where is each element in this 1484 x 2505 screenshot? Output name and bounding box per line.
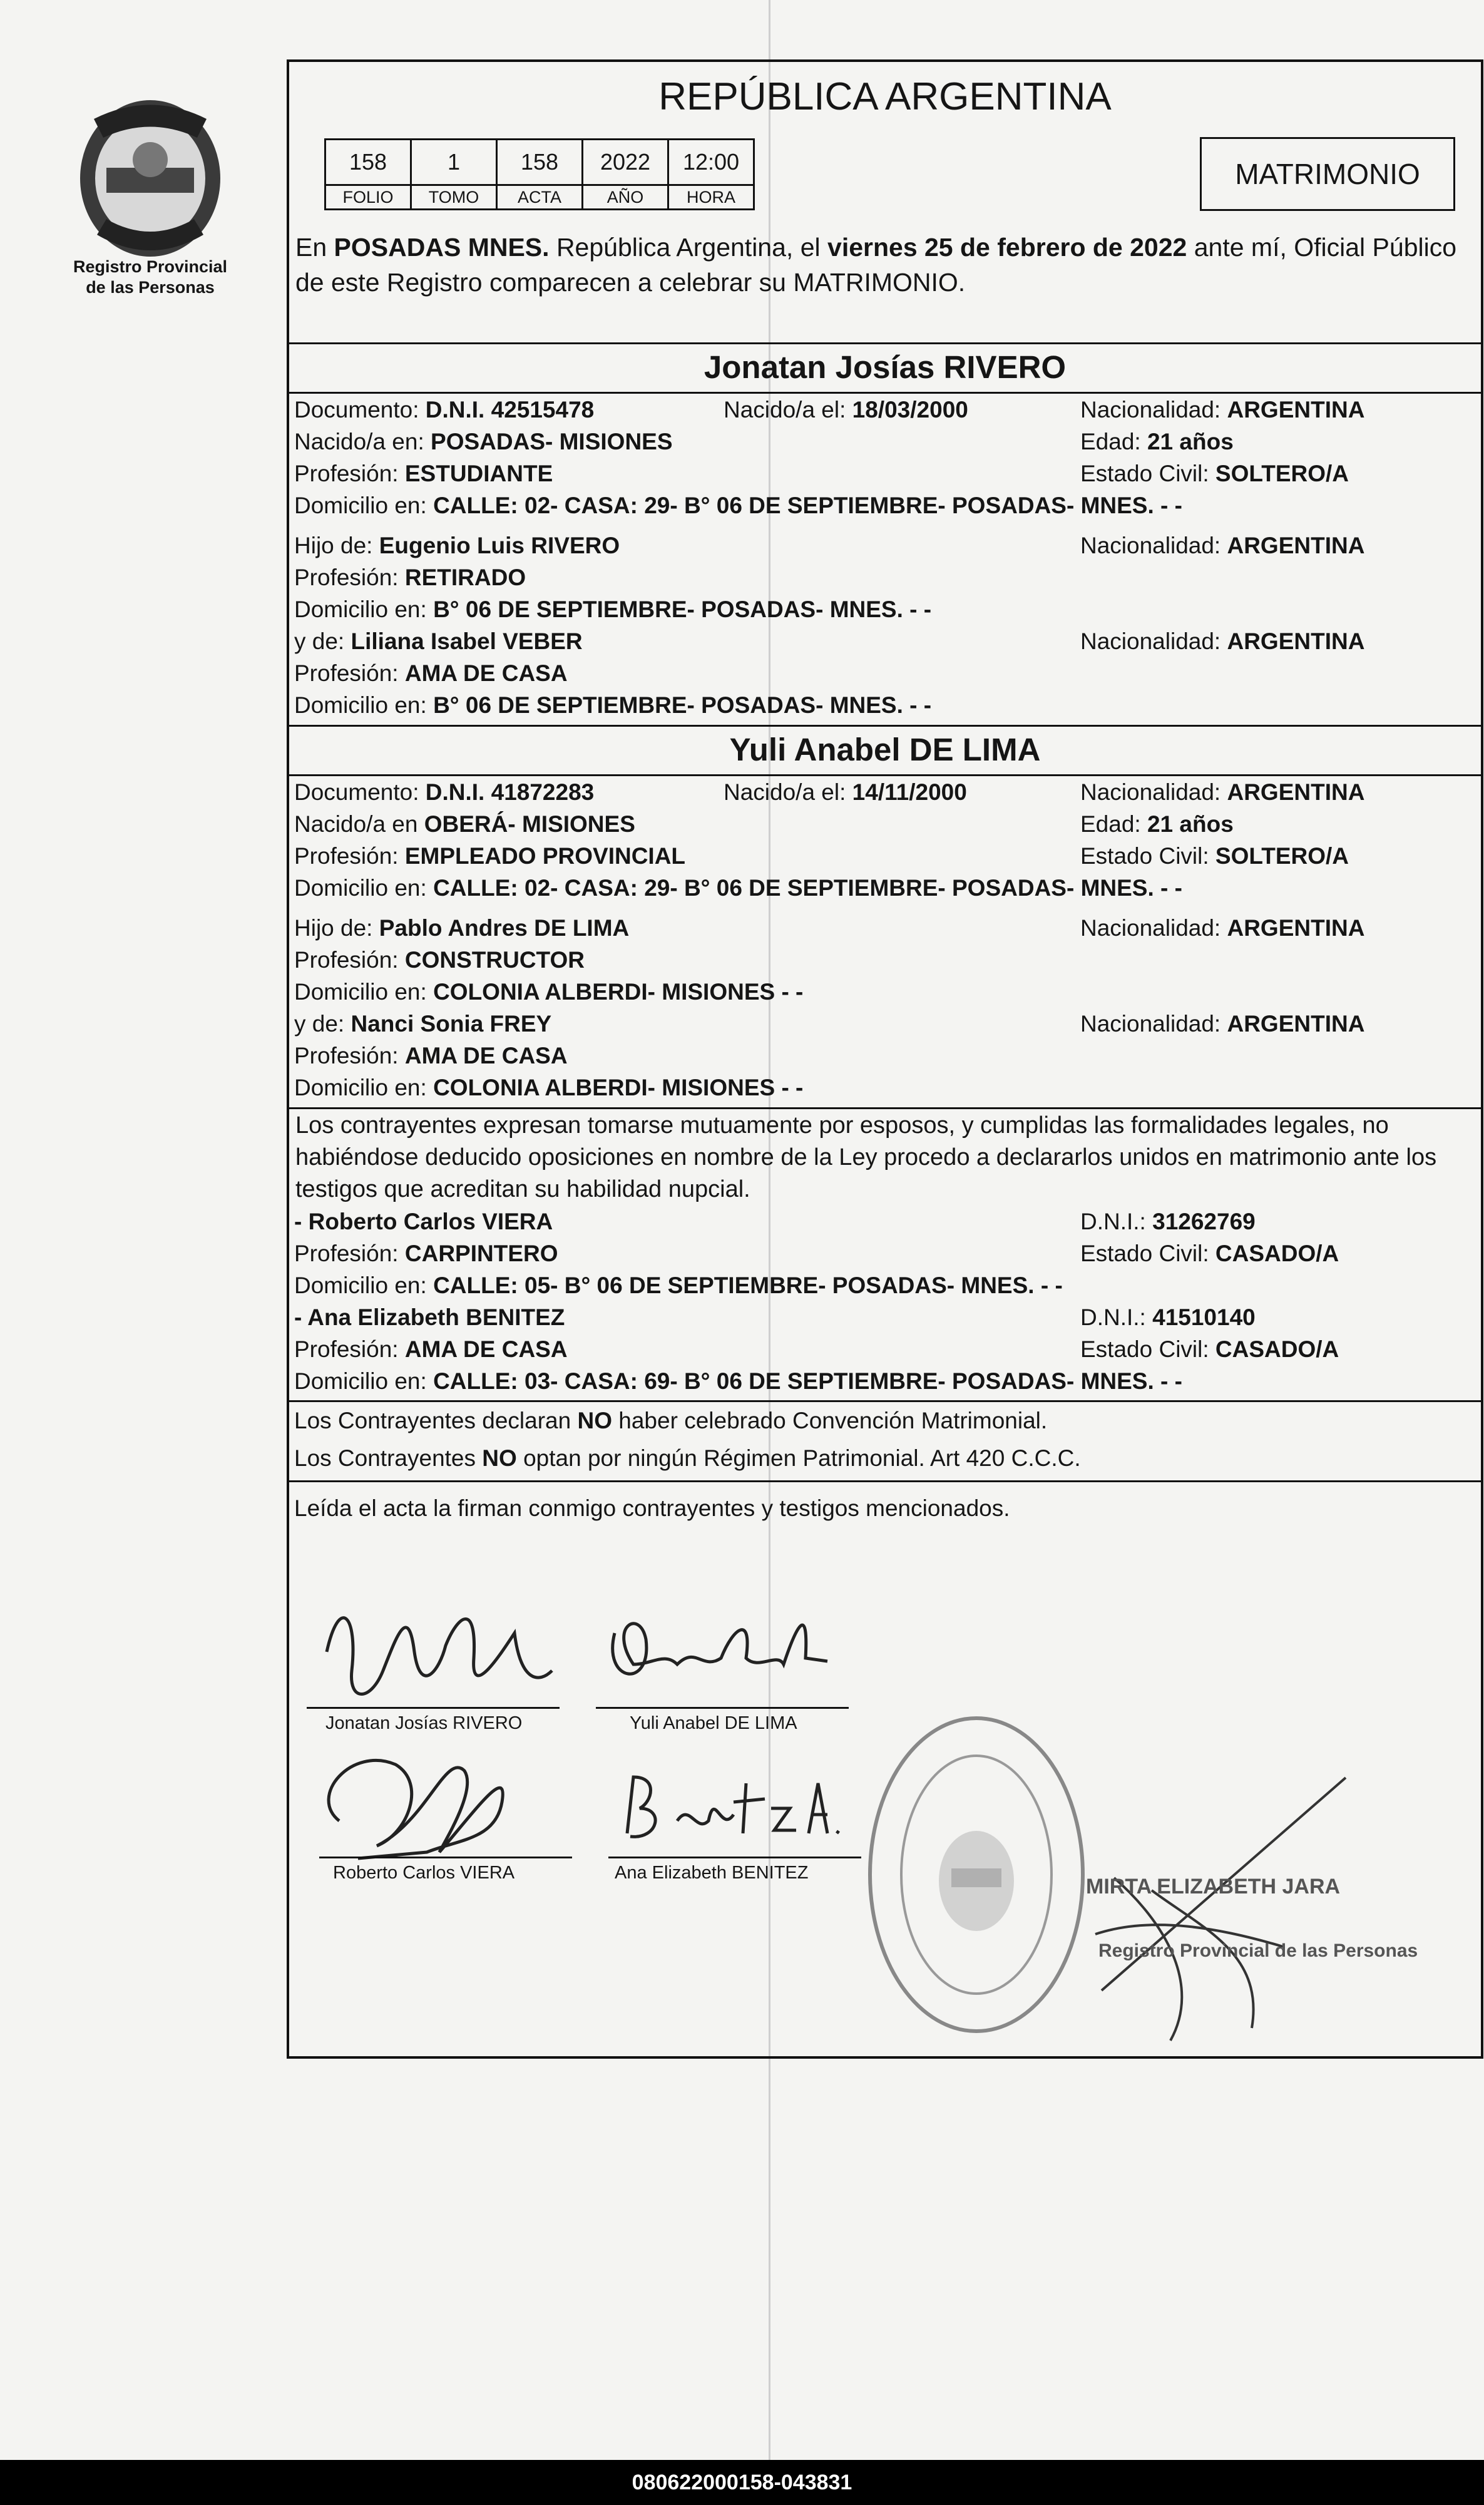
signature-line — [608, 1857, 861, 1858]
witness2-dni: D.N.I.: 41510140 — [1080, 1304, 1256, 1330]
spouse1-mother-profession: Profesión: AMA DE CASA — [294, 660, 568, 686]
folio-label: FOLIO — [325, 185, 411, 210]
spouse1-father-profession: Profesión: RETIRADO — [294, 565, 526, 590]
spouse1-nationality: Nacionalidad: ARGENTINA — [1080, 397, 1365, 423]
spouse2-name: Yuli Anabel DE LIMA — [729, 732, 1041, 767]
witness1-profession: Profesión: CARPINTERO — [294, 1241, 558, 1266]
spouse2-nationality: Nacionalidad: ARGENTINA — [1080, 779, 1365, 805]
spouse2-father-profession: Profesión: CONSTRUCTOR — [294, 947, 585, 973]
spouse2-father-nationality: Nacionalidad: ARGENTINA — [1080, 915, 1365, 941]
tomo-label: TOMO — [411, 185, 497, 210]
hora-value: 12:00 — [668, 140, 754, 185]
official-organization: Registro Provincial de las Personas — [1098, 1940, 1418, 1961]
divider — [289, 342, 1481, 344]
anio-label: AÑO — [583, 185, 668, 210]
divider — [289, 1400, 1481, 1402]
spouse1-birthdate: Nacido/a el: 18/03/2000 — [724, 397, 968, 423]
witness2-address: Domicilio en: CALLE: 03- CASA: 69- B° 06 DE SEPTIEMBRE- POSADAS- MNES. - - — [294, 1368, 1182, 1394]
spouse2-address: Domicilio en: CALLE: 02- CASA: 29- B° 06 DE SEPTIEMBRE- POSADAS- MNES. - - — [294, 875, 1182, 901]
spouse2-father: Hijo de: Pablo Andres DE LIMA — [294, 915, 630, 941]
signature-yuli — [596, 1589, 846, 1714]
signature-jonatan — [314, 1577, 565, 1727]
acta-label: ACTA — [497, 185, 583, 210]
acta-value: 158 — [497, 140, 583, 185]
folio-value: 158 — [325, 140, 411, 185]
registry-stamp — [864, 1712, 1089, 2037]
spouse1-name: Jonatan Josías RIVERO — [704, 349, 1067, 385]
spouse1-mother: y de: Liliana Isabel VEBER — [294, 628, 583, 654]
signature-label-roberto: Roberto Carlos VIERA — [333, 1863, 515, 1883]
witness1-dni: D.N.I.: 31262769 — [1080, 1209, 1256, 1234]
witness2-name: - Ana Elizabeth BENITEZ — [294, 1304, 565, 1330]
spouse2-birthdate: Nacido/a el: 14/11/2000 — [724, 779, 967, 805]
divider — [289, 774, 1481, 776]
document-title: REPÚBLICA ARGENTINA — [658, 75, 1112, 118]
signature-roberto — [302, 1727, 565, 1871]
declaration-paragraph: Los contrayentes expresan tomarse mutuamente por esposos, y cumplidas las formalidades legales, no habiéndose deducido oposiciones en nombre de la Ley procedo a declararlos unidos en matrimonio ante los testigos que acreditan su habilidad nupcial. — [295, 1112, 1437, 1202]
barcode-number: 080622000158-043831 — [0, 2460, 1484, 2505]
spouse2-mother-profession: Profesión: AMA DE CASA — [294, 1043, 568, 1068]
tomo-value: 1 — [411, 140, 497, 185]
convention-statement: Los Contrayentes declaran NO haber celebrado Convención Matrimonial. — [294, 1408, 1048, 1433]
registro-caption — [50, 257, 250, 298]
spouse1-father-address: Domicilio en: B° 06 DE SEPTIEMBRE- POSADAS- MNES. - - — [294, 597, 932, 622]
signature-label-jonatan: Jonatan Josías RIVERO — [325, 1713, 523, 1733]
spouse2-mother-address: Domicilio en: COLONIA ALBERDI- MISIONES - - — [294, 1075, 804, 1100]
spouse2-profession: Profesión: EMPLEADO PROVINCIAL — [294, 843, 686, 869]
witness1-name: - Roberto Carlos VIERA — [294, 1209, 553, 1234]
intro-paragraph: En POSADAS MNES. República Argentina, el viernes 25 de febrero de 2022 ante mí, Oficial Público de este Registro comparecen a celebrar su MATRIMONIO. — [295, 233, 1457, 297]
spouse1-birthplace: Nacido/a en: POSADAS- MISIONES — [294, 429, 673, 454]
spouse2-mother: y de: Nanci Sonia FREY — [294, 1011, 552, 1037]
spouse1-father: Hijo de: Eugenio Luis RIVERO — [294, 533, 620, 558]
regime-statement: Los Contrayentes NO optan por ningún Régimen Patrimonial. Art 420 C.C.C. — [294, 1445, 1081, 1471]
spouse1-mother-address: Domicilio en: B° 06 DE SEPTIEMBRE- POSADAS- MNES. - - — [294, 692, 932, 718]
divider — [289, 1480, 1481, 1482]
spouse1-mother-nationality: Nacionalidad: ARGENTINA — [1080, 628, 1365, 654]
signature-line — [307, 1707, 560, 1709]
spouse2-age: Edad: 21 años — [1080, 811, 1234, 837]
record-boxes — [324, 138, 755, 210]
divider — [289, 1107, 1481, 1109]
witness1-civil-status: Estado Civil: CASADO/A — [1080, 1241, 1339, 1266]
official-signature — [1077, 1765, 1377, 2053]
closing-statement: Leída el acta la firman conmigo contrayentes y testigos mencionados. — [294, 1495, 1010, 1521]
divider — [289, 392, 1481, 394]
spouse2-civil-status: Estado Civil: SOLTERO/A — [1080, 843, 1349, 869]
spouse2-document: Documento: D.N.I. 41872283 — [294, 779, 595, 805]
witness1-address: Domicilio en: CALLE: 05- B° 06 DE SEPTIEMBRE- POSADAS- MNES. - - — [294, 1273, 1063, 1298]
spouse2-father-address: Domicilio en: COLONIA ALBERDI- MISIONES - - — [294, 979, 804, 1005]
witness2-civil-status: Estado Civil: CASADO/A — [1080, 1336, 1339, 1362]
divider — [289, 725, 1481, 727]
signature-line — [319, 1857, 572, 1858]
spouse2-mother-nationality: Nacionalidad: ARGENTINA — [1080, 1011, 1365, 1037]
hora-label: HORA — [668, 185, 754, 210]
official-name: MIRTA ELIZABETH JARA — [1086, 1875, 1341, 1898]
spouse1-profession: Profesión: ESTUDIANTE — [294, 461, 553, 486]
caption-line1: Registro Provincial — [73, 257, 228, 276]
signature-line — [596, 1707, 849, 1709]
signature-ana — [602, 1752, 852, 1858]
spouse1-document: Documento: D.N.I. 42515478 — [294, 397, 595, 423]
anio-value: 2022 — [583, 140, 668, 185]
spouse1-address: Domicilio en: CALLE: 02- CASA: 29- B° 06 DE SEPTIEMBRE- POSADAS- MNES. - - — [294, 493, 1182, 518]
spouse2-birthplace: Nacido/a en OBERÁ- MISIONES — [294, 811, 635, 837]
spouse1-civil-status: Estado Civil: SOLTERO/A — [1080, 461, 1349, 486]
spouse1-father-nationality: Nacionalidad: ARGENTINA — [1080, 533, 1365, 558]
caption-line2: de las Personas — [86, 278, 215, 297]
signature-label-ana: Ana Elizabeth BENITEZ — [615, 1863, 809, 1883]
act-type-box: MATRIMONIO — [1200, 137, 1455, 211]
signature-label-yuli: Yuli Anabel DE LIMA — [630, 1713, 797, 1733]
spouse1-age: Edad: 21 años — [1080, 429, 1234, 454]
witness2-profession: Profesión: AMA DE CASA — [294, 1336, 568, 1362]
